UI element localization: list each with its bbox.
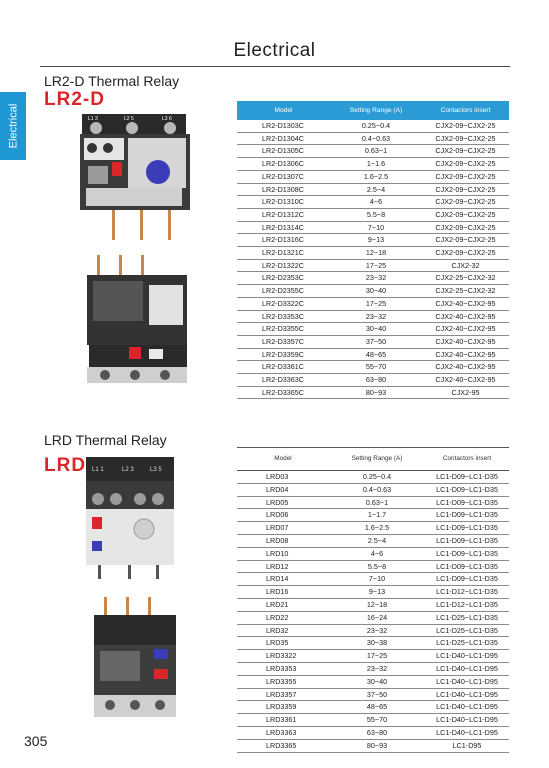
contactor-cell: LC1-D09~LC1-D35	[425, 483, 509, 496]
model-cell: LRD3365	[237, 739, 329, 752]
range-cell: 2.5~4	[329, 534, 425, 547]
range-cell: 23~32	[330, 310, 422, 323]
table-row	[237, 701, 509, 714]
range-cell: 48~65	[330, 348, 422, 361]
contactor-cell: CJX2-09~CJX2-25	[422, 158, 509, 171]
contactor-cell: LC1-D40~LC1-D95	[425, 701, 509, 714]
column-header: Contactors insert	[425, 448, 509, 471]
contactor-cell: LC1-D09~LC1-D35	[425, 573, 509, 586]
table-row	[237, 285, 509, 298]
column-header: Setting Range (A)	[329, 448, 425, 471]
range-cell: 7~10	[329, 573, 425, 586]
model-cell: LRD3363	[237, 726, 329, 739]
contactor-cell: CJX2-09~CJX2-25	[422, 196, 509, 209]
model-cell: LRD3355	[237, 675, 329, 688]
table-row	[237, 522, 509, 535]
model-cell: LRD07	[237, 522, 329, 535]
model-cell: LR2-D1312C	[237, 208, 330, 221]
model-cell: LRD08	[237, 534, 329, 547]
lr2d-terminal-label: L3 6	[162, 116, 172, 122]
range-cell: 12~18	[329, 598, 425, 611]
table-row	[237, 145, 509, 158]
model-cell: LRD21	[237, 598, 329, 611]
range-cell: 4~6	[329, 547, 425, 560]
range-cell: 1.6~2.5	[330, 170, 422, 183]
model-cell: LRD16	[237, 586, 329, 599]
contactor-cell: CJX2-09~CJX2-25	[422, 170, 509, 183]
range-cell: 17~25	[330, 259, 422, 272]
range-cell: 7~10	[330, 221, 422, 234]
range-cell: 4~6	[330, 196, 422, 209]
model-cell: LRD35	[237, 637, 329, 650]
model-cell: LRD10	[237, 547, 329, 560]
lrd-relay-image-front	[84, 455, 176, 579]
contactor-cell: LC1-D40~LC1-D95	[425, 714, 509, 727]
lr2d-relay-image-back	[83, 255, 195, 385]
range-cell: 0.63~1	[330, 145, 422, 158]
contactor-cell: CJX2-95	[422, 386, 509, 399]
table-row	[237, 739, 509, 752]
model-cell: LR2-D1305C	[237, 145, 330, 158]
table-row	[237, 183, 509, 196]
table-row	[237, 272, 509, 285]
contactor-cell: LC1-D09~LC1-D35	[425, 509, 509, 522]
contactor-cell: CJX2-09~CJX2-25	[422, 145, 509, 158]
table-row	[237, 650, 509, 663]
contactor-cell: CJX2-40~CJX2-95	[422, 310, 509, 323]
model-cell: LR2-D3361C	[237, 361, 330, 374]
contactor-cell: CJX2-25~CJX2-32	[422, 272, 509, 285]
range-cell: 0.25~0.4	[329, 471, 425, 484]
range-cell: 17~25	[329, 650, 425, 663]
range-cell: 1.6~2.5	[329, 522, 425, 535]
table-row	[237, 323, 509, 336]
table-row	[237, 496, 509, 509]
model-cell: LR2-D3363C	[237, 374, 330, 387]
model-cell: LR2-D1304C	[237, 132, 330, 145]
model-cell: LR2-D3322C	[237, 297, 330, 310]
range-cell: 48~65	[329, 701, 425, 714]
contactor-cell: CJX2-09~CJX2-25	[422, 183, 509, 196]
model-cell: LR2-D1321C	[237, 247, 330, 260]
table-row	[237, 297, 509, 310]
range-cell: 23~32	[329, 662, 425, 675]
contactor-cell: LC1-D95	[425, 739, 509, 752]
table-header-row	[237, 101, 509, 120]
contactor-cell: LC1-D40~LC1-D95	[425, 688, 509, 701]
table-row	[237, 361, 509, 374]
contactor-cell: CJX2-40~CJX2-95	[422, 348, 509, 361]
contactor-cell: CJX2-40~CJX2-95	[422, 335, 509, 348]
range-cell: 63~80	[329, 726, 425, 739]
table-row	[237, 611, 509, 624]
table-row	[237, 573, 509, 586]
model-cell: LR2-D2353C	[237, 272, 330, 285]
table-row	[237, 247, 509, 260]
range-cell: 1~1.7	[329, 509, 425, 522]
table-row	[237, 386, 509, 399]
model-cell: LR2-D2355C	[237, 285, 330, 298]
model-cell: LRD06	[237, 509, 329, 522]
lr2d-relay-image-front	[78, 110, 193, 242]
contactor-cell: CJX2-40~CJX2-95	[422, 323, 509, 336]
table-row	[237, 196, 509, 209]
lrd-terminal-label: L2 3	[122, 467, 134, 473]
contactor-cell: LC1-D09~LC1-D35	[425, 522, 509, 535]
page-number: 305	[24, 733, 48, 749]
range-cell: 17~25	[330, 297, 422, 310]
column-header: Model	[237, 448, 329, 471]
table-row	[237, 158, 509, 171]
model-cell: LRD32	[237, 624, 329, 637]
contactor-cell: CJX2-40~CJX2-95	[422, 374, 509, 387]
table-row	[237, 688, 509, 701]
section1-title: LR2-D Thermal Relay	[44, 73, 180, 89]
model-cell: LRD03	[237, 471, 329, 484]
range-cell: 30~38	[329, 637, 425, 650]
model-cell: LR2-D1303C	[237, 120, 330, 132]
model-cell: LR2-D3359C	[237, 348, 330, 361]
contactor-cell: CJX2-09~CJX2-25	[422, 234, 509, 247]
range-cell: 63~80	[330, 374, 422, 387]
model-cell: LRD3353	[237, 662, 329, 675]
range-cell: 0.4~0.63	[329, 483, 425, 496]
contactor-cell: CJX2-40~CJX2-95	[422, 297, 509, 310]
model-cell: LR2-D1314C	[237, 221, 330, 234]
range-cell: 0.4~0.63	[330, 132, 422, 145]
table-row	[237, 598, 509, 611]
table-row	[237, 170, 509, 183]
range-cell: 9~13	[330, 234, 422, 247]
model-cell: LRD14	[237, 573, 329, 586]
table-row	[237, 259, 509, 272]
contactor-cell: LC1-D12~LC1-D35	[425, 598, 509, 611]
model-cell: LR2-D1316C	[237, 234, 330, 247]
model-cell: LRD12	[237, 560, 329, 573]
range-cell: 80~93	[329, 739, 425, 752]
contactor-cell: LC1-D09~LC1-D35	[425, 534, 509, 547]
contactor-cell: CJX2-32	[422, 259, 509, 272]
table-row	[237, 509, 509, 522]
table-row	[237, 560, 509, 573]
table-row	[237, 534, 509, 547]
contactor-cell: CJX2-40~CJX2-95	[422, 361, 509, 374]
table-row	[237, 547, 509, 560]
section1-code: LR2-D	[44, 89, 105, 110]
table-row	[237, 637, 509, 650]
contactor-cell: LC1-D12~LC1-D35	[425, 586, 509, 599]
model-cell: LRD3361	[237, 714, 329, 727]
column-header: Contactors insert	[422, 101, 509, 120]
lr2d-spec-table	[237, 101, 509, 399]
model-cell: LRD05	[237, 496, 329, 509]
range-cell: 30~40	[330, 323, 422, 336]
lrd-relay-image-back	[90, 597, 180, 719]
column-header: Setting Range (A)	[330, 101, 422, 120]
contactor-cell: CJX2-09~CJX2-25	[422, 221, 509, 234]
model-cell: LR2-D1308C	[237, 183, 330, 196]
range-cell: 9~13	[329, 586, 425, 599]
range-cell: 5.5~8	[330, 208, 422, 221]
range-cell: 37~50	[329, 688, 425, 701]
range-cell: 30~40	[329, 675, 425, 688]
model-cell: LR2-D1306C	[237, 158, 330, 171]
model-cell: LRD04	[237, 483, 329, 496]
range-cell: 23~32	[329, 624, 425, 637]
table-row	[237, 586, 509, 599]
table-row	[237, 374, 509, 387]
table-row	[237, 132, 509, 145]
lrd-spec-table	[237, 447, 509, 753]
range-cell: 0.25~0.4	[330, 120, 422, 132]
model-cell: LR2-D1322C	[237, 259, 330, 272]
contactor-cell: CJX2-25~CJX2-32	[422, 285, 509, 298]
range-cell: 12~18	[330, 247, 422, 260]
section2-code: LRD	[44, 455, 87, 476]
range-cell: 80~93	[330, 386, 422, 399]
table-row	[237, 208, 509, 221]
column-header: Model	[237, 101, 330, 120]
contactor-cell: LC1-D25~LC1-D35	[425, 624, 509, 637]
contactor-cell: LC1-D09~LC1-D35	[425, 560, 509, 573]
model-cell: LR2-D3357C	[237, 335, 330, 348]
table-row	[237, 221, 509, 234]
table-row	[237, 483, 509, 496]
contactor-cell: LC1-D40~LC1-D95	[425, 726, 509, 739]
range-cell: 1~1.6	[330, 158, 422, 171]
lrd-terminal-label: L1 1	[92, 467, 104, 473]
contactor-cell: LC1-D40~LC1-D95	[425, 662, 509, 675]
range-cell: 5.5~8	[329, 560, 425, 573]
table-row	[237, 471, 509, 484]
side-tab	[0, 92, 26, 160]
table-header-row	[237, 448, 509, 471]
table-row	[237, 335, 509, 348]
contactor-cell: LC1-D09~LC1-D35	[425, 547, 509, 560]
contactor-cell: LC1-D09~LC1-D35	[425, 471, 509, 484]
model-cell: LRD22	[237, 611, 329, 624]
side-tab-label: Electrical	[7, 103, 19, 149]
model-cell: LRD3359	[237, 701, 329, 714]
range-cell: 55~70	[329, 714, 425, 727]
model-cell: LRD3322	[237, 650, 329, 663]
contactor-cell: CJX2-09~CJX2-25	[422, 208, 509, 221]
range-cell: 37~50	[330, 335, 422, 348]
range-cell: 23~32	[330, 272, 422, 285]
table-row	[237, 310, 509, 323]
contactor-cell: LC1-D25~LC1-D35	[425, 637, 509, 650]
table-row	[237, 120, 509, 132]
model-cell: LR2-D3365C	[237, 386, 330, 399]
range-cell: 0.63~1	[329, 496, 425, 509]
range-cell: 2.5~4	[330, 183, 422, 196]
table-row	[237, 662, 509, 675]
contactor-cell: LC1-D25~LC1-D35	[425, 611, 509, 624]
model-cell: LR2-D1310C	[237, 196, 330, 209]
model-cell: LR2-D3355C	[237, 323, 330, 336]
table-row	[237, 348, 509, 361]
contactor-cell: CJX2-09~CJX2-25	[422, 120, 509, 132]
table-row	[237, 234, 509, 247]
table-row	[237, 726, 509, 739]
header-divider	[40, 66, 510, 67]
range-cell: 16~24	[329, 611, 425, 624]
lr2d-terminal-label: L2 5	[124, 116, 134, 122]
contactor-cell: LC1-D40~LC1-D95	[425, 675, 509, 688]
lr2d-terminal-label: L1 3	[88, 116, 98, 122]
page-title: Electrical	[233, 40, 316, 61]
model-cell: LR2-D3353C	[237, 310, 330, 323]
model-cell: LR2-D1307C	[237, 170, 330, 183]
contactor-cell: CJX2-09~CJX2-25	[422, 247, 509, 260]
table-row	[237, 675, 509, 688]
contactor-cell: LC1-D09~LC1-D35	[425, 496, 509, 509]
contactor-cell: CJX2-09~CJX2-25	[422, 132, 509, 145]
table-row	[237, 624, 509, 637]
range-cell: 30~40	[330, 285, 422, 298]
table-row	[237, 714, 509, 727]
contactor-cell: LC1-D40~LC1-D95	[425, 650, 509, 663]
range-cell: 55~70	[330, 361, 422, 374]
section2-title: LRD Thermal Relay	[44, 432, 167, 448]
model-cell: LRD3357	[237, 688, 329, 701]
lrd-terminal-label: L3 5	[150, 467, 162, 473]
